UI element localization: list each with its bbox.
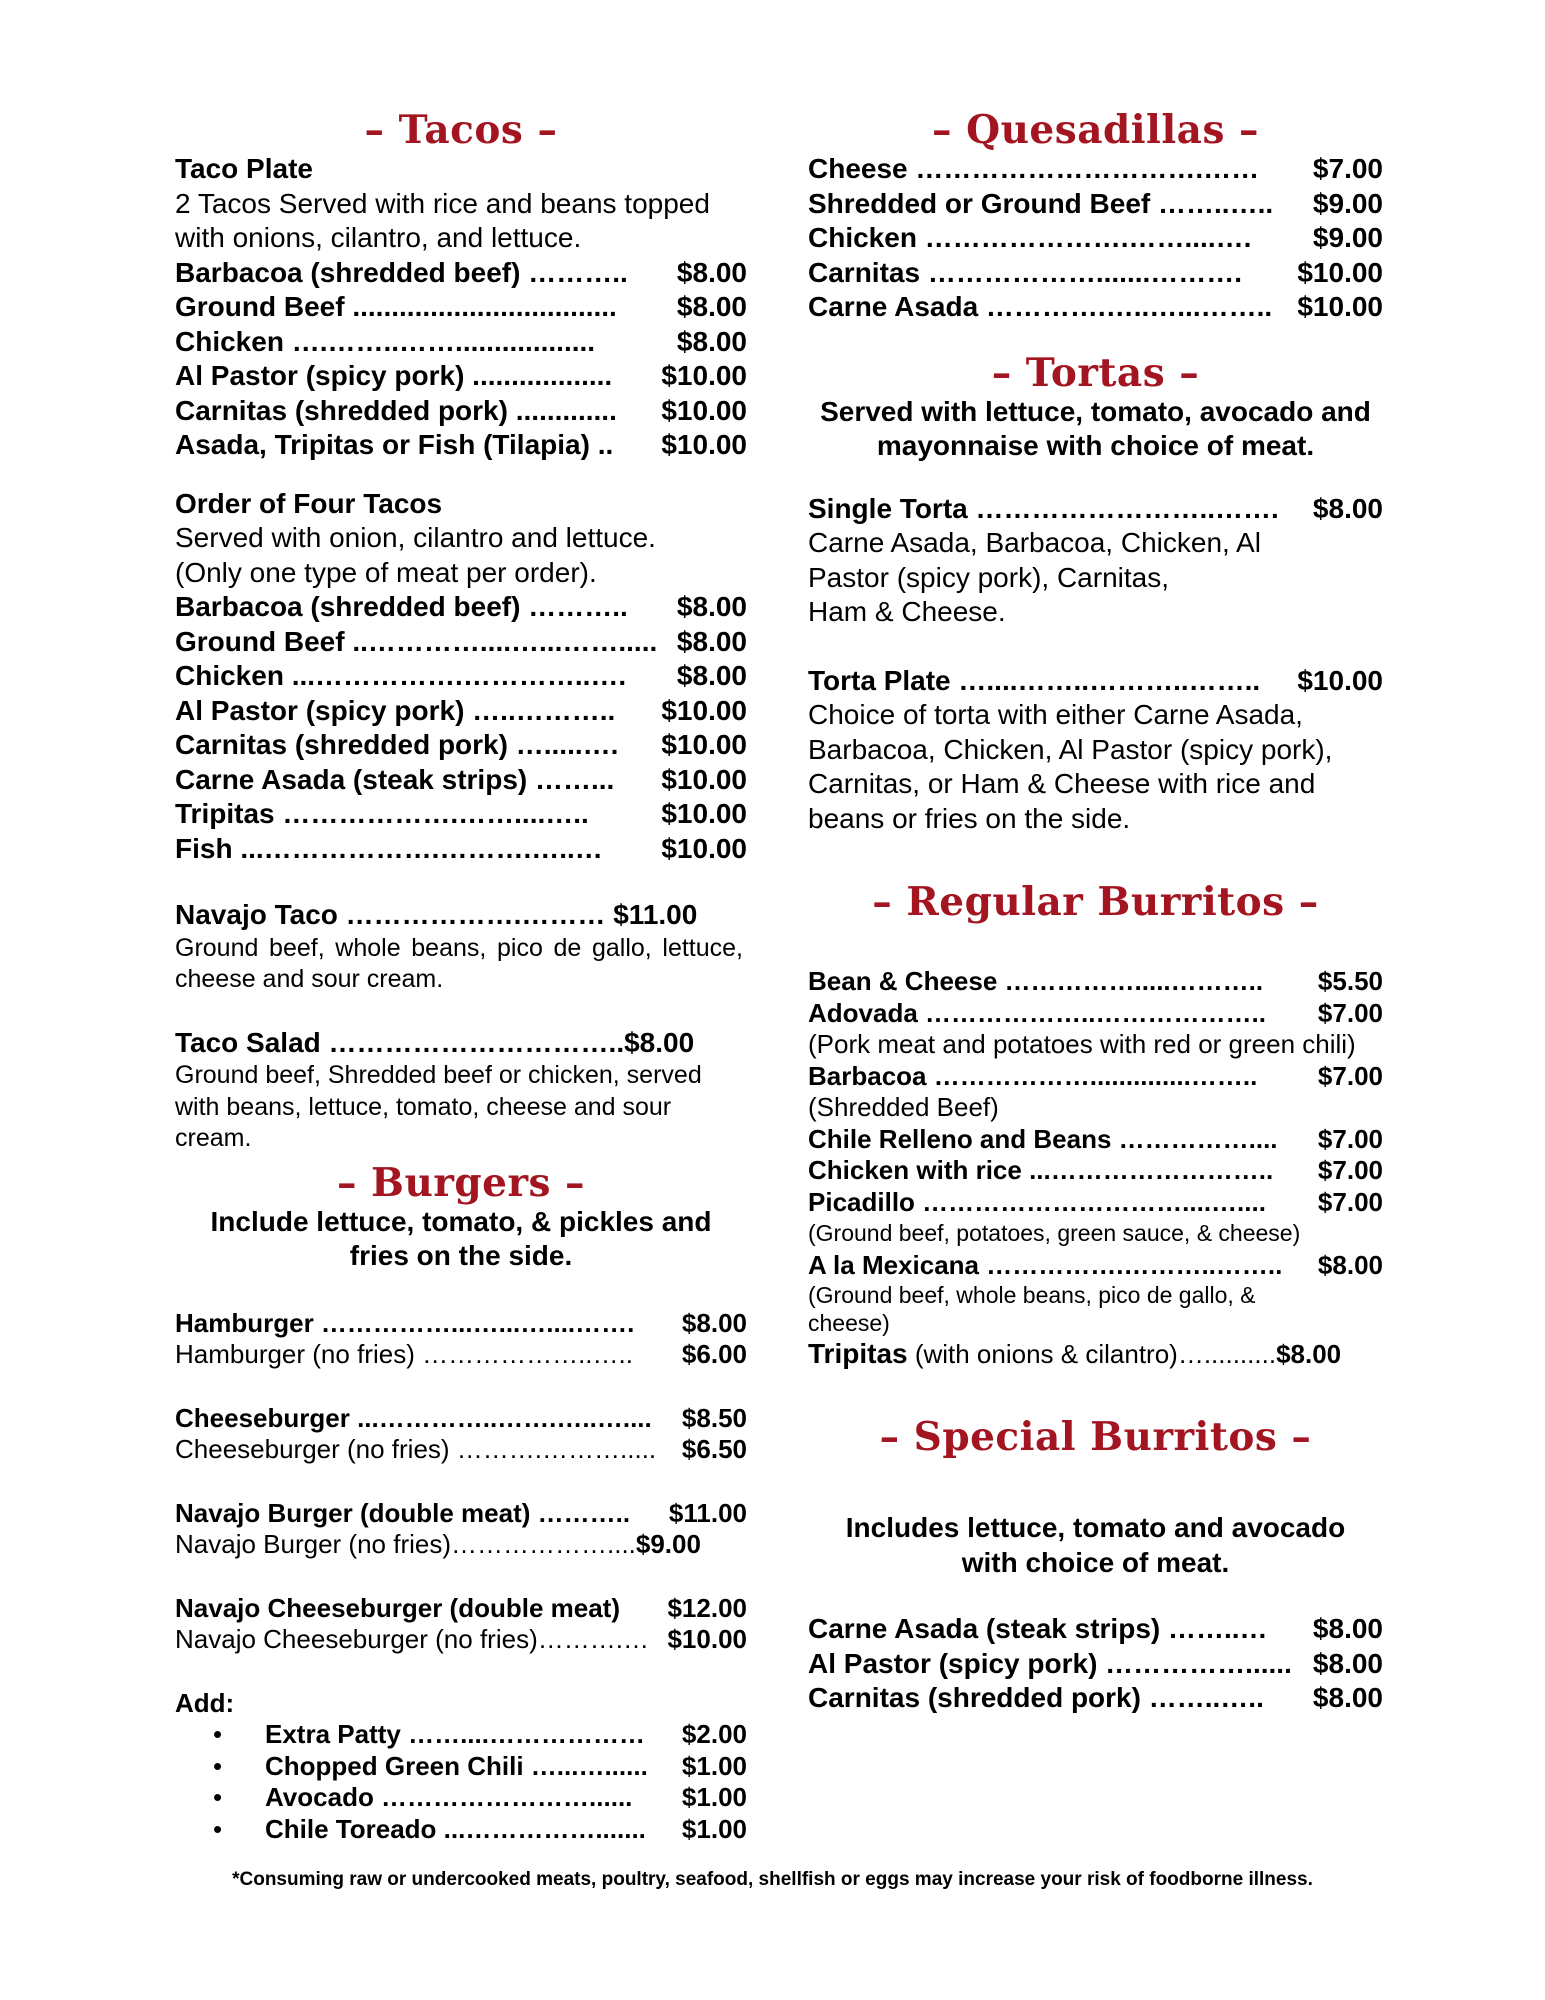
taco-plate-desc: 2 Tacos Served with rice and beans topped with onions, cilantro, and lettuce. xyxy=(175,187,710,253)
menu-item: Chicken with rice ...…………………….. $7.00 xyxy=(808,1155,1383,1185)
tortas-title: – Tortas – xyxy=(991,349,1200,396)
menu-item: Adovada ………………..……………….. $7.00 xyxy=(808,997,1383,1028)
taco-plate-list xyxy=(175,256,747,463)
bullet-icon: • xyxy=(213,1750,223,1781)
four-tacos-list xyxy=(175,590,747,866)
quesadillas-list xyxy=(808,152,1383,325)
navajo-taco: Navajo Taco ……………….……… $11.00 xyxy=(175,899,698,930)
single-torta: Single Torta ……………………..……. $8.00 xyxy=(808,492,1383,524)
menu-item: Tripitas (with onions & cilantro)…..........$8.00 xyxy=(808,1338,1342,1369)
torta-plate: Torta Plate …....……..………..…….. $10.00 xyxy=(808,664,1383,696)
menu-item: A la Mexicana …………….………..…….. $8.00 xyxy=(808,1249,1383,1280)
list-item: • Extra Patty ……....……………… $2.00 xyxy=(213,1719,747,1749)
menu-item-note: (Ground beef, whole beans, pico de gallo, & cheese) xyxy=(808,1282,1256,1336)
menu-item: Chicken ………………….……....…. $9.00 xyxy=(808,222,1383,253)
list-item: • Chile Toreado ...……………....... $1.00 xyxy=(213,1813,747,1844)
tacos-title: – Tacos – xyxy=(364,107,558,153)
single-torta-desc: Carne Asada, Barbacoa, Chicken, Al xyxy=(808,527,1261,558)
menu-item: Ground Beef .................................. $8.00 xyxy=(175,291,747,322)
menu-item: Carnitas (shredded pork) ….....…. $10.00 xyxy=(175,729,747,760)
menu-item: Al Pastor (spicy pork) …..……….. $10.00 xyxy=(175,694,747,726)
torta-plate-desc: Choice of torta with either Carne Asada, Barbacoa, Chicken, Al Pastor (spicy pork), Carnitas, or Ham & Cheese with rice and beans or fries on the side. xyxy=(808,699,1333,834)
list-item: • Avocado ……………………...... $1.00 xyxy=(213,1782,747,1812)
four-tacos-desc: Served with onion, cilantro and lettuce. xyxy=(175,522,656,553)
quesadillas-title: – Quesadillas – xyxy=(932,107,1259,153)
list-item: • Chopped Green Chili …...…...... $1.00 xyxy=(213,1750,747,1781)
bullet-icon: • xyxy=(213,1719,223,1749)
menu-item: Asada, Tripitas or Fish (Tilapia) .. $10.00 xyxy=(175,429,747,460)
menu-item: Barbacoa ………………..............…….. $7.00 xyxy=(808,1060,1383,1091)
right-column xyxy=(808,108,1383,1716)
single-torta-desc: Pastor (spicy pork), Carnitas, xyxy=(808,561,1169,593)
menu-item: Carne Asada (steak strips) ……... $10.00 xyxy=(175,763,747,795)
menu-item: Barbacoa (shredded beef) ……….. $8.00 xyxy=(175,256,747,288)
taco-plate-name: Taco Plate xyxy=(175,153,313,184)
special-burritos-list xyxy=(808,1612,1383,1716)
menu-item: Picadillo …………………………....….... $7.00 xyxy=(808,1186,1383,1217)
add-label: Add: xyxy=(175,1687,235,1718)
menu-item: Tripitas ……………….……....….. $10.00 xyxy=(175,798,747,829)
menu-item: Ground Beef ..…………....…...……..... $8.00 xyxy=(175,625,747,657)
menu-item: Shredded or Ground Beef ……..….. $9.00 xyxy=(808,187,1383,219)
menu-item: Carne Asada ………….…..…...…….. $10.00 xyxy=(808,291,1383,322)
taco-salad: Taco Salad …………………………..$8.00 xyxy=(175,1026,695,1058)
four-tacos-name: Order of Four Tacos xyxy=(175,487,443,519)
menu-item: Navajo Burger (no fries)………………....$9.00 xyxy=(175,1529,701,1559)
menu-item: Carnitas (shredded pork) ............. $10.00 xyxy=(175,394,747,426)
menu-item: Navajo Burger (double meat) ……….. $11.00 xyxy=(175,1497,747,1528)
special-burritos-subtitle: Includes lettuce, tomato and avocado with choice of meat. xyxy=(845,1512,1346,1578)
menu-item: Al Pastor (spicy pork) ……………...... $8.00 xyxy=(808,1647,1383,1679)
navajo-taco-desc: Ground beef, whole beans, pico de gallo, lettuce, cheese and sour cream. xyxy=(175,933,743,993)
menu-item: Bean & Cheese …………….....……….. $5.50 xyxy=(808,966,1383,996)
special-burritos-title: – Special Burritos – xyxy=(879,1414,1312,1460)
menu-item: Barbacoa (shredded beef) ……….. $8.00 xyxy=(175,591,747,622)
menu-item: Hamburger (no fries) ………………..….. $6.00 xyxy=(175,1339,747,1369)
regular-burritos-title: – Regular Burritos – xyxy=(872,879,1319,925)
left-column xyxy=(175,108,747,1845)
bullet-icon: • xyxy=(213,1782,223,1812)
menu-item: Chicken ….……..…….................. $8.00 xyxy=(175,325,747,357)
menu-item-note: (Shredded Beef) xyxy=(808,1092,999,1122)
menu-item: Cheeseburger (no fries) ……….………..... $6.50 xyxy=(175,1434,747,1464)
menu-item-note: (Ground beef, potatoes, green sauce, & cheese) xyxy=(808,1220,1301,1246)
four-tacos-note: (Only one type of meat per order). xyxy=(175,556,597,588)
food-safety-notice: *Consuming raw or undercooked meats, poultry, seafood, shellfish or eggs may increase your risk of foodborne illness. xyxy=(232,1869,1313,1890)
menu-item: Navajo Cheeseburger (double meat) $12.00 xyxy=(175,1592,747,1623)
menu-item: Fish ...……………….……….…..… $10.00 xyxy=(175,832,747,864)
menu-item: Cheese ………………………….…… $7.00 xyxy=(808,153,1383,184)
menu-item: Carnitas ……………….......………. $10.00 xyxy=(808,256,1383,288)
regular-burritos-list xyxy=(808,966,1383,1371)
menu-item: Chile Relleno and Beans …………….... $7.00 xyxy=(808,1123,1383,1154)
tortas-subtitle: Served with lettuce, tomato, avocado and mayonnaise with choice of meat. xyxy=(820,395,1371,461)
single-torta-desc: Ham & Cheese. xyxy=(808,596,1006,627)
menu-item: Hamburger ……………...…...…....……. $8.00 xyxy=(175,1307,747,1338)
menu-item: Al Pastor (spicy pork) .................. $10.00 xyxy=(175,360,747,391)
menu-item: Carne Asada (steak strips) ……..… $8.00 xyxy=(808,1613,1383,1644)
taco-salad-desc: Ground beef, Shredded beef or chicken, served with beans, lettuce, tomato, cheese and sour cream. xyxy=(175,1061,702,1152)
burgers-title: – Burgers – xyxy=(336,1159,586,1206)
menu-item: Chicken ...…………….…………..…. $8.00 xyxy=(175,660,747,691)
add-ons-list xyxy=(175,1719,747,1845)
menu-item: Cheeseburger ...…………..…….…..….... $8.50 xyxy=(175,1402,747,1433)
burgers-list xyxy=(175,1308,747,1656)
menu-item: Carnitas (shredded pork) ……..….. $8.00 xyxy=(808,1682,1383,1713)
menu-item: Navajo Cheeseburger (no fries)……….… $10.00 xyxy=(175,1624,747,1654)
menu-item-note: (Pork meat and potatoes with red or green chili) xyxy=(808,1029,1356,1059)
bullet-icon: • xyxy=(213,1813,223,1844)
burgers-subtitle: Include lettuce, tomato, & pickles and fries on the side. xyxy=(210,1205,712,1271)
